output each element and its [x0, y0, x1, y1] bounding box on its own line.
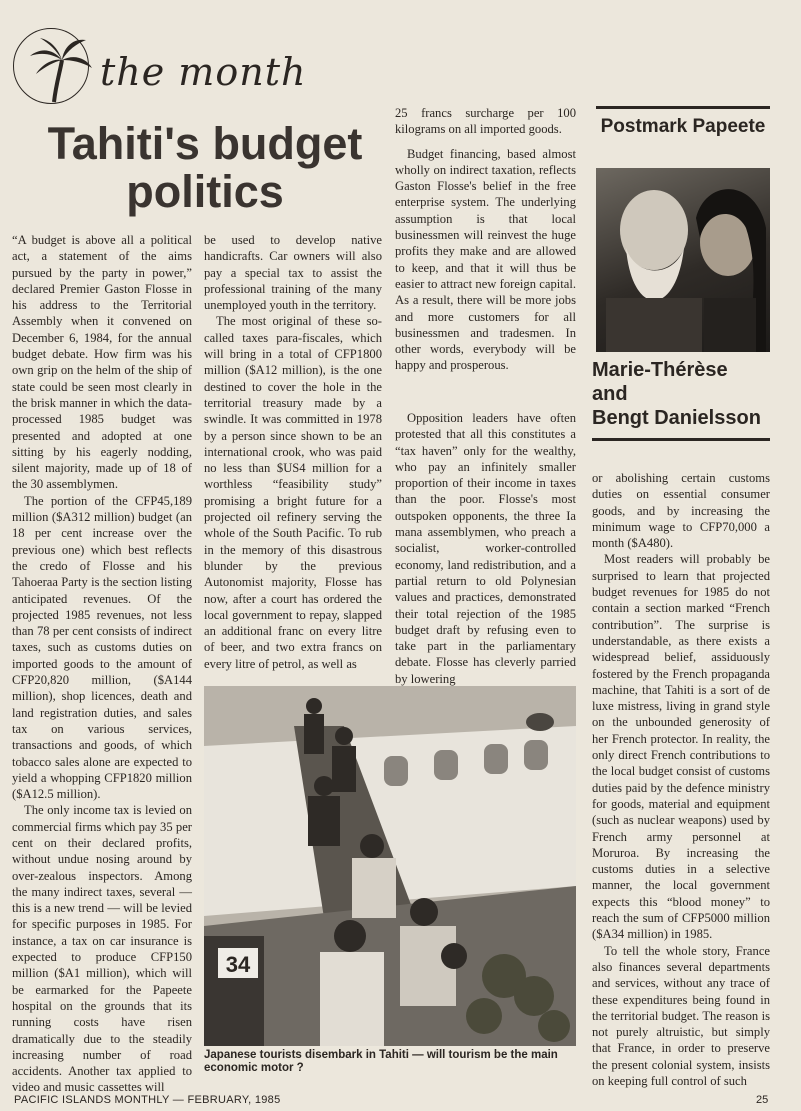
- article-column-4: [592, 470, 770, 1089]
- paragraph: be used to develop native handicrafts. Car owners will also pay a special tax to assist the professional training of the many unemployed youth in the territory.: [204, 233, 382, 313]
- sidebar-top-rule: [596, 106, 770, 109]
- author-name-2: Bengt Danielsson: [592, 407, 761, 429]
- paragraph: To tell the whole story, France also finances several departments and services, without any trace of these expenditures being found in the territorial budget. The reason is not purely altruistic, but simply that France, in order to preserve the present colonial system, insists on keeping full control of such: [592, 943, 770, 1088]
- paragraph: The portion of the CFP45,189 million ($A312 million) budget (an 18 per cent increase over the previous one) which best reflects the credo of Flosse and his Tahoeraa Party is the section listing anticipated revenues. Of the projected 1985 revenues, not less than 78 per cent consists of indirect taxes, such as customs duties on imported goods to the amount of CFP20,820 million, ($A144 million), shop licences, death and land registration duties, and sales tax on various services, transactions and goods, of which tobacco sales alone are expected to yield a whopping CFP1820 million ($A12.5 million).: [12, 493, 192, 802]
- paragraph: “A budget is above all a political act, a statement of the aims pursued by the party in power,” declared Premier Gaston Flosse in his address to the Territorial Assembly when it convened on December 6, 1984, for the annual budget debate. How firm was his own grip on the helm of the ship of state could be seen most clearly in the brisk manner in which the data-processed 1985 budget was presented and adopted at one sitting by his eagerly nodding, silent majority, made up of 18 of the 30 assemblymen.: [12, 233, 192, 492]
- page-number: 25: [756, 1094, 769, 1106]
- article-column-3-continued: [395, 410, 576, 687]
- article-column-3: [395, 105, 576, 374]
- sidebar-authors: [592, 358, 772, 430]
- palm-tree-icon: [24, 34, 94, 104]
- section-title: the month: [100, 50, 307, 94]
- author-conjunction: and: [592, 383, 628, 405]
- paragraph: Budget financing, based almost wholly on indirect taxation, reflects Gaston Flosse's belief in the free enterprise system. The underlying assumption is that local businessmen will reinvest the huge profits they make and are allowed to keep, and that it will thus be easier to attract new foreign capital. As a result, there will be more jobs and more customers for all businessmen and tradesmen. In other words, everybody will be happy and prosperous.: [395, 146, 576, 373]
- paragraph: Opposition leaders have often protested that all this constitutes a “tax haven” only for the wealthy, who pay an infinitely smaller proportion of their income in taxes than the poor. Flosse's most outspoken opponents, the three Ia mana assemblymen, who preach a socialist, worker-controlled economy, land redistribution, and a partial return to old Polynesian values and practices, demonstrated their total rejection of the 1985 budget draft by refusing even to take part in the parliamentary debate. Flosse has cleverly parried by lowering: [395, 411, 576, 686]
- tourists-photo: [204, 686, 576, 1046]
- article-headline: Tahiti's budget politics: [47, 118, 363, 217]
- article-column-1: [12, 232, 192, 1096]
- paragraph: 25 francs surcharge per 100 kilograms on all imported goods.: [395, 106, 576, 137]
- photo-caption: Japanese tourists disembark in Tahiti — will tourism be the main economic motor ?: [204, 1049, 558, 1074]
- paragraph: or abolishing certain customs duties on essential consumer goods, and by increasing the minimum wage to CFP70,000 a month ($A480).: [592, 471, 770, 551]
- paragraph: The most original of these so-called taxes para-fiscales, which will bring in a total of CFP1800 million ($A12 million), is the one destined to cover the hole in the territorial treasury made by a swindle. It was committed in 1978 by a person since shown to be an international crook, who was paid no less than $US4 million for a worthless “feasibility study” promising a bright future for a projected oil refinery serving the whole of the South Pacific. To rub in the memory of this disastrous blunder by the previous Autonomist majority, Flosse has now, after a court has ordered the local government to repay, slapped an additional franc on every litre of beer, and two extra francs on every litre of petrol, as well as: [204, 314, 382, 671]
- paragraph: Most readers will probably be surprised to learn that projected budget revenues for 1985 do not contain a section marked “French contribution”. The surprise is understandable, as there exists a widespread belief, assiduously fostered by the French propaganda machine, that Tahiti is a sort of de luxe mistress, living in grand style on the unbounded generosity of her French protector. In reality, the only direct French contributions to the local budget consist of customs duties paid by the defence ministry for goods, material and equipment (such as nuclear weapons) used by French army personnel at Moruroa. By increasing the customs duties in a selective manner, the local government expects this “blood money” to reach the sum of CFP5000 million ($A34 million) in 1985.: [592, 552, 770, 942]
- article-column-2: [204, 232, 382, 672]
- photo-number: 34: [225, 952, 251, 977]
- page-footer: PACIFIC ISLANDS MONTHLY — FEBRUARY, 1985: [14, 1094, 281, 1106]
- author-name-1: Marie-Thérèse: [592, 359, 728, 381]
- sidebar-bottom-rule: [592, 438, 770, 441]
- authors-portrait: [596, 168, 770, 352]
- paragraph: The only income tax is levied on commercial firms which pay 35 per cent on their declared profits, without undue nosing around by over-zealous inspectors. Among the many indirect taxes, several — this is a new trend — will be levied for specific purposes in 1985. For instance, a tax on car insurance is expected to produce CFP150 million ($A1 million), which will be earmarked for the Papeete hospital on the grounds that its running costs have risen dramatically due to the steadily increasing number of road accidents. Another tax applied to video and music cassettes will: [12, 803, 192, 1095]
- sidebar-title: Postmark Papeete: [600, 116, 766, 137]
